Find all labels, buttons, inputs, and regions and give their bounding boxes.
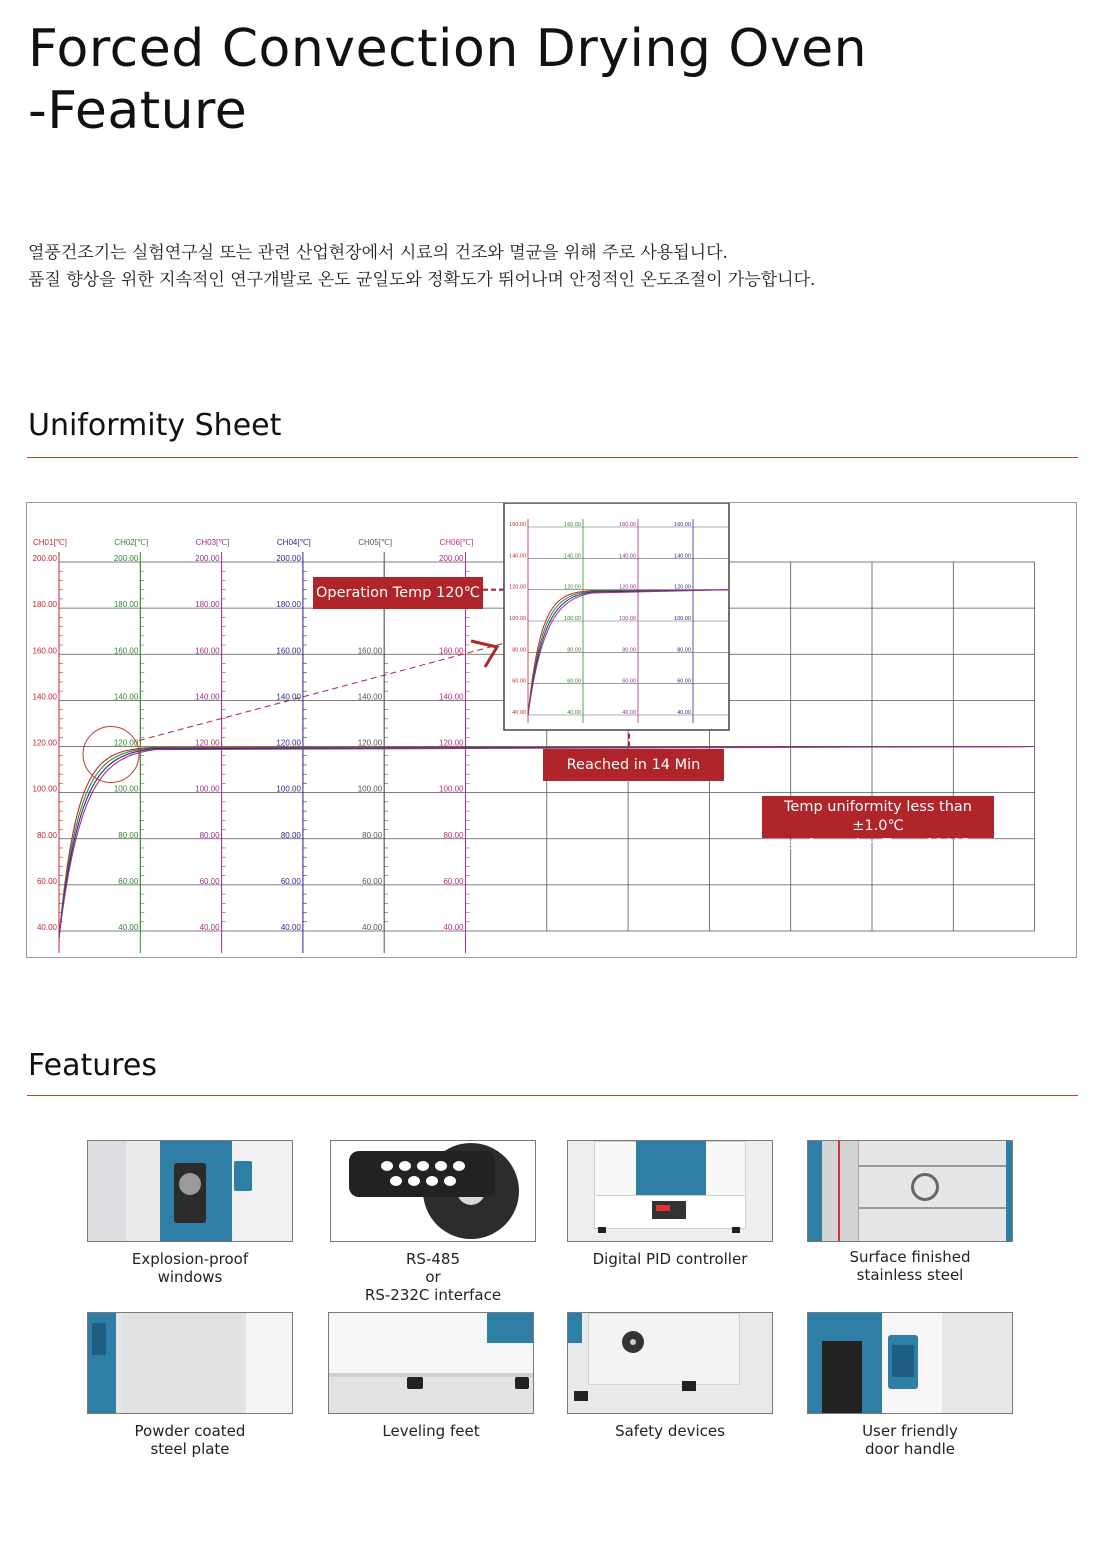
feature-label: Powder coated steel plate xyxy=(134,1422,246,1458)
inset-frame xyxy=(504,503,729,730)
tick-label: 60.00 xyxy=(36,876,57,886)
tick-label: 40.00 xyxy=(199,923,220,932)
tick-label: 200.00 xyxy=(276,554,301,563)
inset-tick-label: 140.00 xyxy=(509,553,526,560)
feature-card-powder-coated xyxy=(87,1312,293,1458)
powder-coated-plate-image xyxy=(87,1312,293,1414)
tick-label: 40.00 xyxy=(118,923,139,932)
features-heading: Features xyxy=(28,1048,157,1083)
section-divider xyxy=(27,457,1078,458)
section-divider xyxy=(27,1095,1078,1096)
tick-label: 120.00 xyxy=(357,738,383,748)
inset-tick-label: 120.00 xyxy=(564,584,581,591)
tick-label: 180.00 xyxy=(276,600,301,610)
page-title-line1: Forced Convection Drying Oven xyxy=(28,19,868,79)
operation-temp-callout: Operation Temp 120℃ xyxy=(313,577,483,609)
inset-tick-label: 120.00 xyxy=(509,584,526,591)
uniformity-callout xyxy=(762,796,994,853)
feature-label: Leveling feet xyxy=(382,1422,480,1440)
feature-label: User friendly door handle xyxy=(862,1422,958,1458)
tick-label: 180.00 xyxy=(32,600,57,610)
tick-label: 200.00 xyxy=(195,554,220,563)
tick-label: 140.00 xyxy=(195,692,220,702)
tick-label: 200.00 xyxy=(113,554,139,563)
inset-tick-label: 60.00 xyxy=(512,678,526,685)
tick-label: 160.00 xyxy=(357,646,383,656)
tick-label: 40.00 xyxy=(443,923,464,932)
description-line2: 품질 향상을 위한 지속적인 연구개발로 온도 균일도와 정확도가 뛰어나며 안정적인 온도조절이 가능합니다. xyxy=(28,270,816,290)
channel-label: CH06[℃] xyxy=(439,538,474,547)
safety-devices-image xyxy=(567,1312,773,1414)
feature-label: Explosion-proof windows xyxy=(131,1250,249,1286)
inset-tick-label: 100.00 xyxy=(564,616,581,622)
tick-label: 120.00 xyxy=(113,738,139,748)
feature-label: Surface finished stainless steel xyxy=(849,1248,971,1284)
tick-label: 140.00 xyxy=(439,692,464,702)
inset-tick-label: 80.00 xyxy=(622,647,636,654)
feature-card-safety-devices xyxy=(567,1312,773,1440)
tick-label: 60.00 xyxy=(443,876,464,886)
tick-label: 160.00 xyxy=(32,646,57,656)
feature-card-pid-controller xyxy=(567,1140,773,1268)
inset-tick-label: 120.00 xyxy=(619,584,636,591)
tick-label: 40.00 xyxy=(362,923,383,932)
inset-tick-label: 80.00 xyxy=(512,647,526,654)
inset-tick-label: 40.00 xyxy=(677,710,691,716)
tick-label: 200.00 xyxy=(32,554,57,563)
feature-label: Safety devices xyxy=(615,1422,725,1440)
tick-label: 120.00 xyxy=(276,738,301,748)
door-handle-image xyxy=(807,1312,1013,1414)
channel-label: CH02[℃] xyxy=(114,538,149,547)
uniformity-callout-line2: at Operation Temp 120℃ xyxy=(786,837,970,853)
tick-label: 140.00 xyxy=(276,692,301,702)
channel-label: CH03[℃] xyxy=(195,538,230,547)
tick-label: 160.00 xyxy=(113,646,139,656)
tick-label: 200.00 xyxy=(439,554,464,563)
tick-label: 180.00 xyxy=(113,600,139,610)
inset-tick-label: 160.00 xyxy=(509,522,526,528)
tick-label: 40.00 xyxy=(36,923,57,932)
description-line1: 열풍건조기는 실험연구실 또는 관련 산업현장에서 시료의 건조와 멸균을 위해 주로 사용됩니다. xyxy=(28,243,728,263)
tick-label: 140.00 xyxy=(32,692,57,702)
inset-tick-label: 100.00 xyxy=(619,616,636,622)
explosion-proof-window-image xyxy=(87,1140,293,1242)
description xyxy=(28,240,815,294)
tick-label: 100.00 xyxy=(113,784,139,794)
tick-label: 120.00 xyxy=(195,738,220,748)
serial-connector-image xyxy=(330,1140,536,1242)
feature-card-stainless xyxy=(807,1140,1013,1284)
channel-label: CH04[℃] xyxy=(276,538,311,547)
feature-card-leveling-feet xyxy=(328,1312,534,1440)
inset-tick-label: 100.00 xyxy=(674,616,691,622)
tick-label: 60.00 xyxy=(118,876,139,886)
inset-tick-label: 80.00 xyxy=(567,647,581,654)
inset-tick-label: 80.00 xyxy=(677,647,691,654)
inset-tick-label: 100.00 xyxy=(509,616,526,622)
tick-label: 160.00 xyxy=(195,646,220,656)
feature-card-explosion-proof xyxy=(87,1140,293,1286)
tick-label: 160.00 xyxy=(439,646,464,656)
tick-label: 140.00 xyxy=(113,692,139,702)
inset-tick-label: 160.00 xyxy=(564,522,581,528)
inset-tick-label: 40.00 xyxy=(512,710,526,716)
pid-controller-image xyxy=(567,1140,773,1242)
tick-label: 100.00 xyxy=(276,784,301,794)
tick-label: 60.00 xyxy=(362,876,383,886)
page-title xyxy=(28,18,867,142)
feature-label: Digital PID controller xyxy=(592,1250,748,1268)
channel-label: CH01[℃] xyxy=(33,538,67,547)
inset-tick-label: 160.00 xyxy=(674,522,691,528)
tick-label: 100.00 xyxy=(357,784,383,794)
tick-label: 80.00 xyxy=(199,830,220,840)
tick-label: 80.00 xyxy=(362,830,383,840)
tick-label: 80.00 xyxy=(36,830,57,840)
tick-label: 80.00 xyxy=(118,830,139,840)
tick-label: 80.00 xyxy=(443,830,464,840)
inset-tick-label: 140.00 xyxy=(564,553,581,560)
inset-tick-label: 60.00 xyxy=(567,678,581,685)
inset-tick-label: 40.00 xyxy=(567,710,581,716)
reached-time-callout: Reached in 14 Min xyxy=(543,749,724,781)
tick-label: 60.00 xyxy=(199,876,220,886)
page-title-line2: -Feature xyxy=(28,81,248,141)
feature-card-door-handle xyxy=(807,1312,1013,1458)
inset-tick-label: 60.00 xyxy=(622,678,636,685)
tick-label: 180.00 xyxy=(195,600,220,610)
tick-label: 140.00 xyxy=(357,692,383,702)
inset-tick-label: 120.00 xyxy=(674,584,691,591)
uniformity-heading: Uniformity Sheet xyxy=(28,408,282,443)
tick-label: 100.00 xyxy=(32,784,57,794)
feature-label: RS-485 or RS-232C interface xyxy=(364,1250,502,1304)
feature-card-interface xyxy=(330,1140,536,1304)
tick-label: 40.00 xyxy=(280,923,301,932)
inset-tick-label: 40.00 xyxy=(622,710,636,716)
tick-label: 100.00 xyxy=(439,784,464,794)
leveling-feet-image xyxy=(328,1312,534,1414)
tick-label: 80.00 xyxy=(280,830,301,840)
highlight-circle xyxy=(83,727,139,783)
inset-tick-label: 60.00 xyxy=(677,678,691,685)
channel-label: CH05[℃] xyxy=(358,538,393,547)
uniformity-chart xyxy=(26,502,1077,958)
inset-tick-label: 160.00 xyxy=(619,522,636,528)
uniformity-callout-line1: Temp uniformity less than ±1.0℃ xyxy=(784,799,972,834)
tick-label: 160.00 xyxy=(276,646,301,656)
inset-tick-label: 140.00 xyxy=(619,553,636,560)
tick-label: 120.00 xyxy=(32,738,57,748)
stainless-interior-image xyxy=(807,1140,1013,1242)
tick-label: 60.00 xyxy=(280,876,301,886)
uniformity-chart-svg xyxy=(27,503,1076,957)
tick-label: 100.00 xyxy=(195,784,220,794)
inset-tick-label: 140.00 xyxy=(674,553,691,560)
tick-label: 120.00 xyxy=(439,738,464,748)
